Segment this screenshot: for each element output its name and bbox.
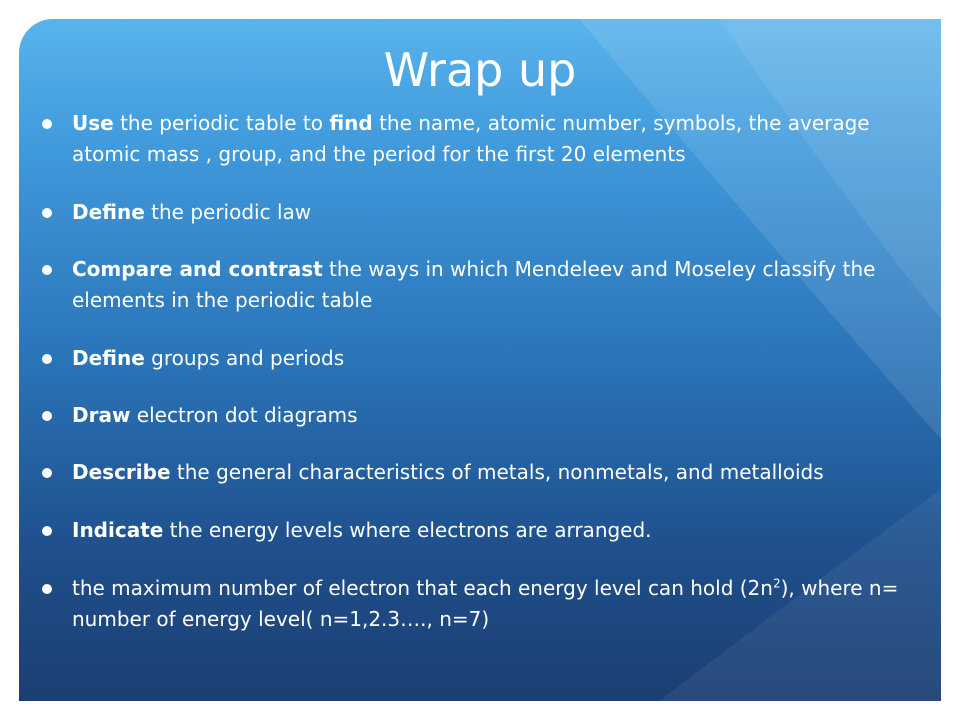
- bullet-item: [38, 108, 918, 170]
- bullet-text: groups and periods: [144, 346, 345, 370]
- bullet-text: the maximum number of electron that each energy level can hold (2n: [72, 576, 773, 600]
- bullet-dot-icon: [42, 208, 52, 218]
- bullet-dot-icon: [42, 265, 52, 275]
- bullet-keyword: Define: [72, 346, 145, 370]
- bullet-keyword: Indicate: [72, 518, 164, 542]
- bullet-keyword: Define: [72, 200, 145, 224]
- bullet-item: [38, 573, 918, 635]
- bullet-item: [38, 343, 918, 374]
- bullet-text: electron dot diagrams: [130, 403, 358, 427]
- bullet-text: the general characteristics of metals, nonmetals, and metalloids: [170, 460, 824, 484]
- bullet-dot-icon: [42, 468, 52, 478]
- bullet-text: the periodic law: [144, 200, 312, 224]
- bullet-item: [38, 254, 918, 316]
- bullet-keyword: Compare and contrast: [72, 257, 323, 281]
- bullet-text: the ways in which Mendeleev and Moseley classify the elements in the periodic table: [72, 257, 876, 312]
- bullet-text: the periodic table to: [113, 111, 330, 135]
- bullet-text: ), where n= number of energy level( n=1,2.3…., n=7): [72, 576, 899, 631]
- superscript-exponent: 2: [772, 576, 781, 591]
- bullet-keyword: Use: [72, 111, 114, 135]
- bullet-list: [38, 108, 918, 635]
- bullet-dot-icon: [42, 584, 52, 594]
- bullet-keyword: Draw: [72, 403, 131, 427]
- bullet-item: [38, 515, 918, 546]
- bullet-keyword: Describe: [72, 460, 171, 484]
- slide-title: Wrap up: [383, 43, 577, 97]
- bullet-item: [38, 197, 918, 228]
- bullet-dot-icon: [42, 354, 52, 364]
- bullet-dot-icon: [42, 411, 52, 421]
- bullet-text: the name, atomic number, symbols, the average atomic mass , group, and the period for the first 20 elements: [72, 111, 870, 166]
- bullet-dot-icon: [42, 526, 52, 536]
- bullet-dot-icon: [42, 119, 52, 129]
- bullet-keyword: find: [329, 111, 373, 135]
- bullet-item: [38, 457, 918, 488]
- bullet-text: the energy levels where electrons are arranged.: [163, 518, 652, 542]
- bullet-item: [38, 400, 918, 431]
